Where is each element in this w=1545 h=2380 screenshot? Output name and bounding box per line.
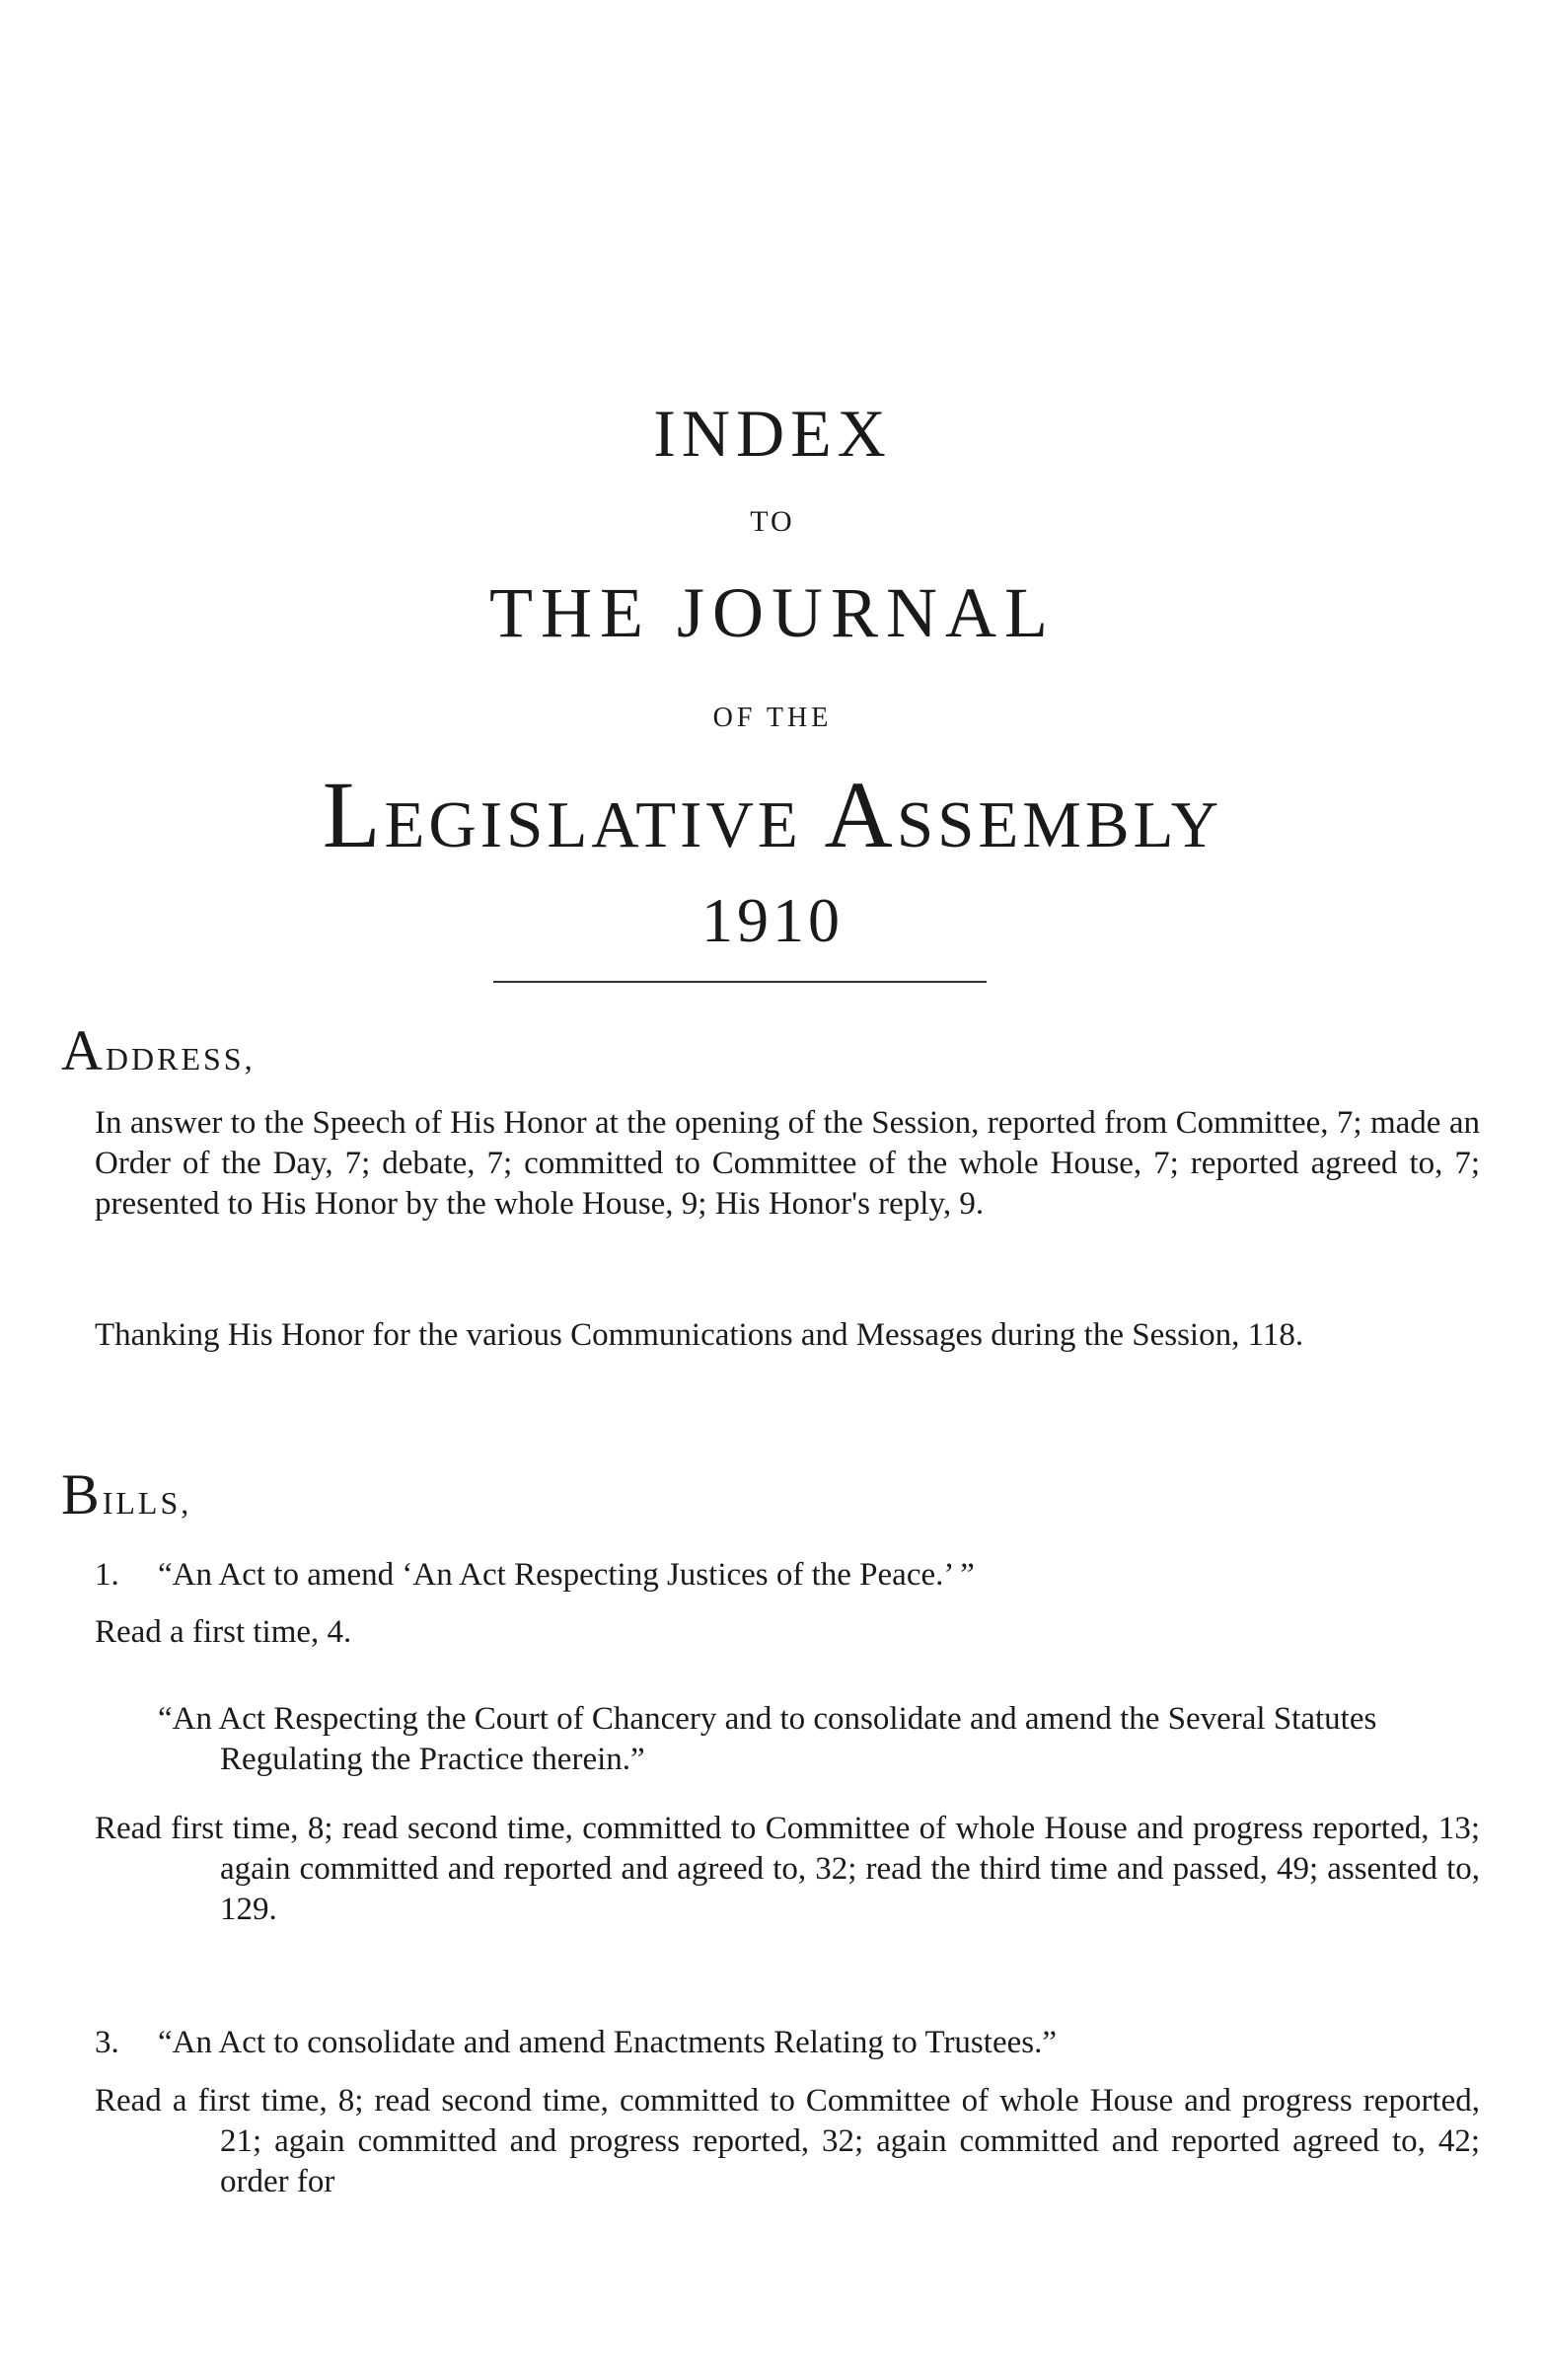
address-paragraph: In answer to the Speech of His Honor at the opening of the Session, reported from Committee, 7; made an Order of the Day, 7; debate, 7; committed to Committee of the whole House, 7; reported agreed to, 7; presented to His Honor by the whole House, 9; His Honor's reply, 9. (95, 1105, 1480, 1222)
title-divider (493, 981, 987, 983)
bill-title-text: “An Act to consolidate and amend Enactments Relating to Trustees.” (158, 2025, 1057, 2060)
bill-title (95, 1699, 1480, 1780)
to-subtitle: TO (750, 505, 795, 538)
bills-heading-rest: ILLS, (102, 1485, 192, 1521)
address-heading (61, 1018, 256, 1082)
bills-heading (61, 1462, 192, 1526)
bill-title-text: “An Act Respecting the Court of Chancery and to consolidate and amend the Several Statutes Regulating the Practice therein.” (158, 1701, 1377, 1777)
address-paragraph: Thanking His Honor for the various Communications and Messages during the Session, 118. (95, 1317, 1304, 1353)
bills-drop-cap: B (61, 1462, 103, 1526)
bill-number: 1. (95, 1557, 119, 1593)
bill-proceedings: Read a first time, 4. (95, 1614, 352, 1650)
year-title: 1910 (701, 885, 844, 955)
bill-proceedings: Read a first time, 8; read second time, committed to Committee of whole House and progress reported, 21; again committed and progress reported, 32; again committed and reported agreed to, 42; order for (95, 2083, 1480, 2199)
of-the-subtitle: OF THE (712, 703, 833, 733)
bill-title (95, 2023, 1480, 2063)
address-drop-cap: A (61, 1018, 106, 1082)
bill-number: 3. (95, 2025, 119, 2060)
assembly-title: Legislative Assembly (322, 762, 1223, 867)
bill-title (95, 1555, 1480, 1596)
bill-proceedings: Read first time, 8; read second time, committed to Committee of whole House and progress reported, 13; again committed and reported and agreed to, 32; read the third time and passed, 49; assented to, 129. (95, 1811, 1480, 1927)
bill-title-text: “An Act to amend ‘An Act Respecting Justices of the Peace.’ ” (158, 1557, 975, 1593)
bill-number (95, 1699, 158, 1740)
index-title: INDEX (653, 396, 892, 471)
journal-title: THE JOURNAL (489, 573, 1056, 652)
address-heading-rest: DDRESS, (105, 1041, 256, 1077)
